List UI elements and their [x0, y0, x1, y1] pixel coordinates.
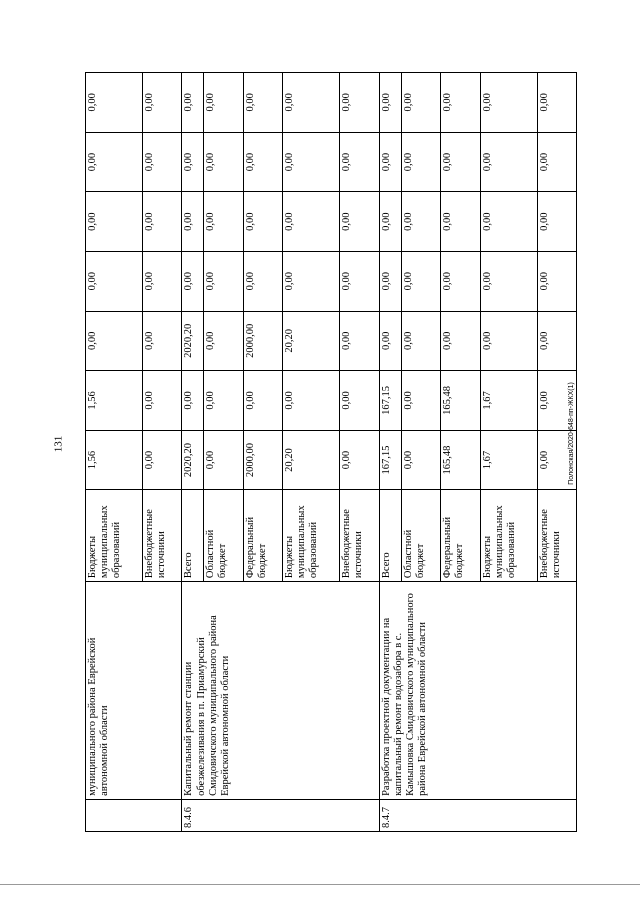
value-cell: 1,56 — [86, 430, 143, 490]
value-cell: 0,00 — [340, 132, 379, 192]
value-cell: 0,00 — [480, 192, 537, 252]
value-cell: 0,00 — [283, 251, 340, 311]
table-row — [379, 73, 401, 832]
value-cell: 0,00 — [204, 430, 243, 490]
value-cell: 0,00 — [480, 132, 537, 192]
value-cell: 0,00 — [340, 251, 379, 311]
row-code — [86, 799, 182, 831]
value-cell: 0,00 — [480, 73, 537, 133]
row-name: муниципального района Еврейской автономной области — [86, 582, 182, 800]
value-cell: 0,00 — [401, 251, 440, 311]
value-cell: 0,00 — [441, 251, 480, 311]
value-cell: 0,00 — [401, 311, 440, 371]
value-cell: 0,00 — [401, 132, 440, 192]
value-cell: 0,00 — [379, 73, 401, 133]
value-cell: 0,00 — [243, 251, 282, 311]
value-cell: 0,00 — [243, 371, 282, 431]
value-cell: 0,00 — [182, 251, 204, 311]
value-cell: 0,00 — [401, 430, 440, 490]
value-cell: 0,00 — [379, 132, 401, 192]
funding-source: Федеральный бюджет — [243, 490, 282, 582]
value-cell: 0,00 — [480, 311, 537, 371]
value-cell: 0,00 — [204, 73, 243, 133]
value-cell: 2020,20 — [182, 311, 204, 371]
value-cell: 0,00 — [86, 192, 143, 252]
value-cell: 2020,20 — [182, 430, 204, 490]
value-cell: 0,00 — [86, 73, 143, 133]
value-cell: 0,00 — [204, 132, 243, 192]
value-cell: 0,00 — [340, 73, 379, 133]
rotated-table-container — [85, 72, 577, 832]
value-cell: 0,00 — [537, 371, 576, 431]
row-name: Капитальный ремонт станции обезжелезивания в п. Приамурский Смидовичского муниципального района Еврейской автономной области — [182, 582, 379, 800]
funding-source: Внебюджетные источники — [537, 490, 576, 582]
value-cell: 0,00 — [143, 371, 182, 431]
funding-source: Областной бюджет — [401, 490, 440, 582]
value-cell: 0,00 — [204, 371, 243, 431]
value-cell: 0,00 — [401, 73, 440, 133]
footer-code: Полонская/2020-648-пп-ЖКХ(1) — [567, 382, 575, 485]
value-cell: 0,00 — [143, 73, 182, 133]
value-cell: 0,00 — [537, 311, 576, 371]
funding-source: Внебюджетные источники — [340, 490, 379, 582]
value-cell: 0,00 — [143, 192, 182, 252]
value-cell: 167,15 — [379, 371, 401, 431]
value-cell: 0,00 — [401, 371, 440, 431]
value-cell: 0,00 — [204, 251, 243, 311]
value-cell: 0,00 — [86, 311, 143, 371]
table-row — [86, 73, 143, 832]
row-code: 8.4.7 — [379, 799, 576, 831]
value-cell: 0,00 — [401, 192, 440, 252]
value-cell: 0,00 — [204, 192, 243, 252]
row-code: 8.4.6 — [182, 799, 379, 831]
value-cell: 167,15 — [379, 430, 401, 490]
page-number: 131 — [52, 435, 65, 453]
value-cell: 0,00 — [379, 311, 401, 371]
value-cell: 0,00 — [537, 430, 576, 490]
value-cell: 0,00 — [182, 371, 204, 431]
value-cell: 0,00 — [537, 73, 576, 133]
value-cell: 0,00 — [204, 311, 243, 371]
value-cell: 0,00 — [243, 132, 282, 192]
value-cell: 1,56 — [86, 371, 143, 431]
value-cell: 0,00 — [182, 73, 204, 133]
value-cell: 0,00 — [340, 192, 379, 252]
value-cell: 0,00 — [86, 132, 143, 192]
funding-source: Бюджеты муниципальных образований — [86, 490, 143, 582]
value-cell: 0,00 — [441, 132, 480, 192]
value-cell: 20,20 — [283, 311, 340, 371]
value-cell: 0,00 — [537, 132, 576, 192]
value-cell: 0,00 — [283, 73, 340, 133]
value-cell: 0,00 — [143, 311, 182, 371]
value-cell: 0,00 — [441, 192, 480, 252]
value-cell: 1,67 — [480, 430, 537, 490]
row-name: Разработка проектной документации на капитальный ремонт водозабора в с. Камышовка Смидовичского муниципального района Еврейской автономной области — [379, 582, 576, 800]
funding-source: Областной бюджет — [204, 490, 243, 582]
funding-source: Бюджеты муниципальных образований — [283, 490, 340, 582]
value-cell: 0,00 — [143, 430, 182, 490]
value-cell: 165,48 — [441, 430, 480, 490]
value-cell: 0,00 — [537, 192, 576, 252]
value-cell: 0,00 — [283, 192, 340, 252]
value-cell: 0,00 — [143, 132, 182, 192]
value-cell: 0,00 — [441, 311, 480, 371]
value-cell: 0,00 — [283, 371, 340, 431]
value-cell: 0,00 — [283, 132, 340, 192]
value-cell: 0,00 — [243, 192, 282, 252]
funding-source: Внебюджетные источники — [143, 490, 182, 582]
value-cell: 0,00 — [340, 430, 379, 490]
value-cell: 0,00 — [243, 73, 282, 133]
scan-edge-line — [0, 884, 640, 885]
value-cell: 0,00 — [182, 132, 204, 192]
value-cell: 0,00 — [379, 192, 401, 252]
funding-source: Бюджеты муниципальных образований — [480, 490, 537, 582]
value-cell: 0,00 — [480, 251, 537, 311]
funding-source: Федеральный бюджет — [441, 490, 480, 582]
value-cell: 0,00 — [441, 73, 480, 133]
table-row — [182, 73, 204, 832]
value-cell: 0,00 — [537, 251, 576, 311]
value-cell: 0,00 — [379, 251, 401, 311]
value-cell: 0,00 — [143, 251, 182, 311]
funding-source: Всего — [379, 490, 401, 582]
funding-source: Всего — [182, 490, 204, 582]
value-cell: 2000,00 — [243, 430, 282, 490]
value-cell: 0,00 — [340, 311, 379, 371]
value-cell: 0,00 — [182, 192, 204, 252]
value-cell: 2000,00 — [243, 311, 282, 371]
value-cell: 20,20 — [283, 430, 340, 490]
value-cell: 0,00 — [340, 371, 379, 431]
value-cell: 0,00 — [86, 251, 143, 311]
value-cell: 1,67 — [480, 371, 537, 431]
value-cell: 165,48 — [441, 371, 480, 431]
budget-table — [85, 72, 577, 832]
